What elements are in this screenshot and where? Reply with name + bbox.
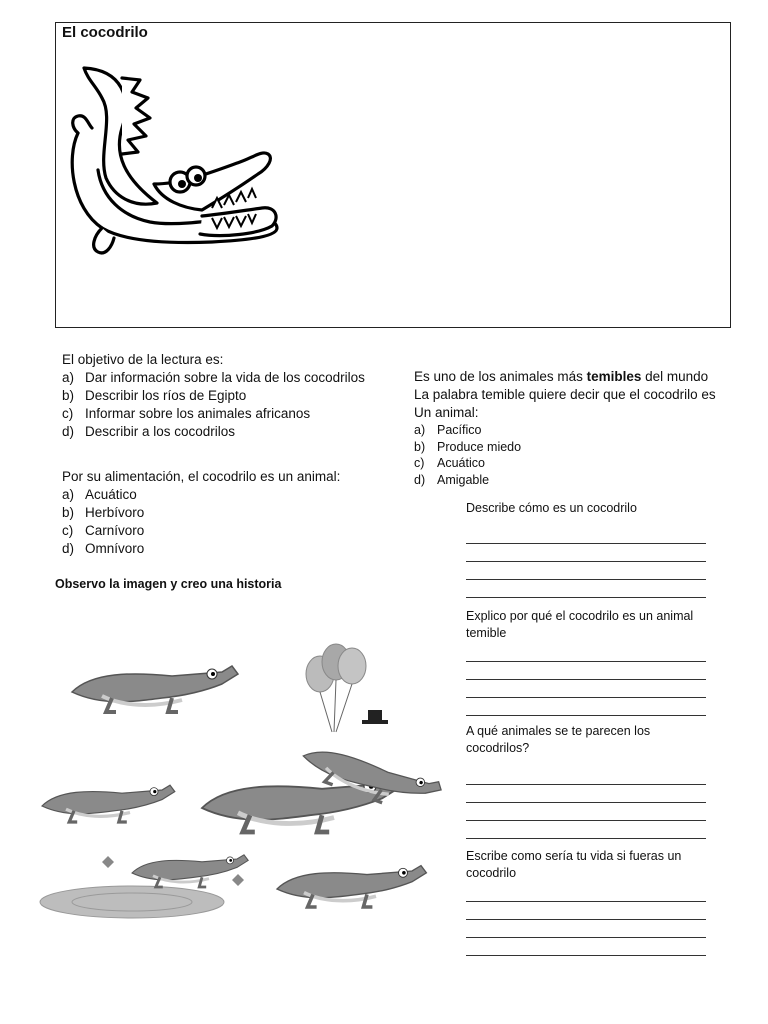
- page-title: El cocodrilo: [62, 24, 148, 41]
- q3-option-b: b) Produce miedo: [414, 439, 522, 454]
- q2-option-c: c) Carnívoro: [62, 523, 145, 538]
- open-question-2: [466, 608, 693, 641]
- open-question-2-text: Explico por qué el cocodrilo es un animal: [466, 609, 694, 623]
- question-3-line-3: Un animal:: [414, 405, 479, 420]
- question-2: [62, 468, 340, 558]
- answer-lines-2[interactable]: [466, 644, 706, 716]
- q2-option-d: d) Omnívoro: [62, 541, 145, 556]
- answer-lines-3[interactable]: [466, 767, 706, 839]
- question-3: [414, 368, 716, 488]
- open-question-3-text-cont: cocodrilos?: [466, 740, 530, 755]
- open-question-1: [466, 500, 637, 517]
- open-question-4-text: Escribe como sería tu vida si fueras un: [466, 849, 682, 863]
- q1-option-d: d) Describir a los cocodrilos: [62, 424, 236, 439]
- crocodile-cartoon-image: [62, 58, 287, 263]
- q3-option-c: c) Acuático: [414, 456, 485, 470]
- question-3-line-1: Es uno de los animales más temibles del mundo: [414, 369, 709, 384]
- question-3-line-2: La palabra temible quiere decir que el cocodrilo es: [414, 387, 716, 402]
- story-label: Observo la imagen y creo una historia: [55, 577, 282, 591]
- question-2-prompt: Por su alimentación, el cocodrilo es un animal:: [62, 469, 341, 484]
- open-question-2-text-cont: temible: [466, 625, 507, 640]
- q1-option-c: c) Informar sobre los animales africanos: [62, 406, 311, 421]
- open-question-4: [466, 848, 681, 881]
- q3-option-a: a) Pacífico: [414, 423, 482, 437]
- question-1-prompt: El objetivo de la lectura es:: [62, 352, 224, 367]
- open-question-4-text-cont: cocodrilo: [466, 865, 517, 880]
- open-question-3: [466, 723, 650, 756]
- answer-lines-1[interactable]: [466, 526, 706, 598]
- open-question-3-text: A qué animales se te parecen los: [466, 724, 651, 738]
- q2-option-a: a) Acuático: [62, 487, 137, 502]
- crocodiles-illustration: [32, 622, 442, 922]
- question-1: [62, 351, 365, 441]
- q1-option-a: a) Dar información sobre la vida de los cocodrilos: [62, 370, 365, 385]
- q2-option-b: b) Herbívoro: [62, 505, 145, 520]
- answer-lines-4[interactable]: [466, 884, 706, 956]
- q3-option-d: d) Amigable: [414, 472, 490, 487]
- q1-option-b: b) Describir los ríos de Egipto: [62, 388, 247, 403]
- open-question-1-text: Describe cómo es un cocodrilo: [466, 501, 637, 515]
